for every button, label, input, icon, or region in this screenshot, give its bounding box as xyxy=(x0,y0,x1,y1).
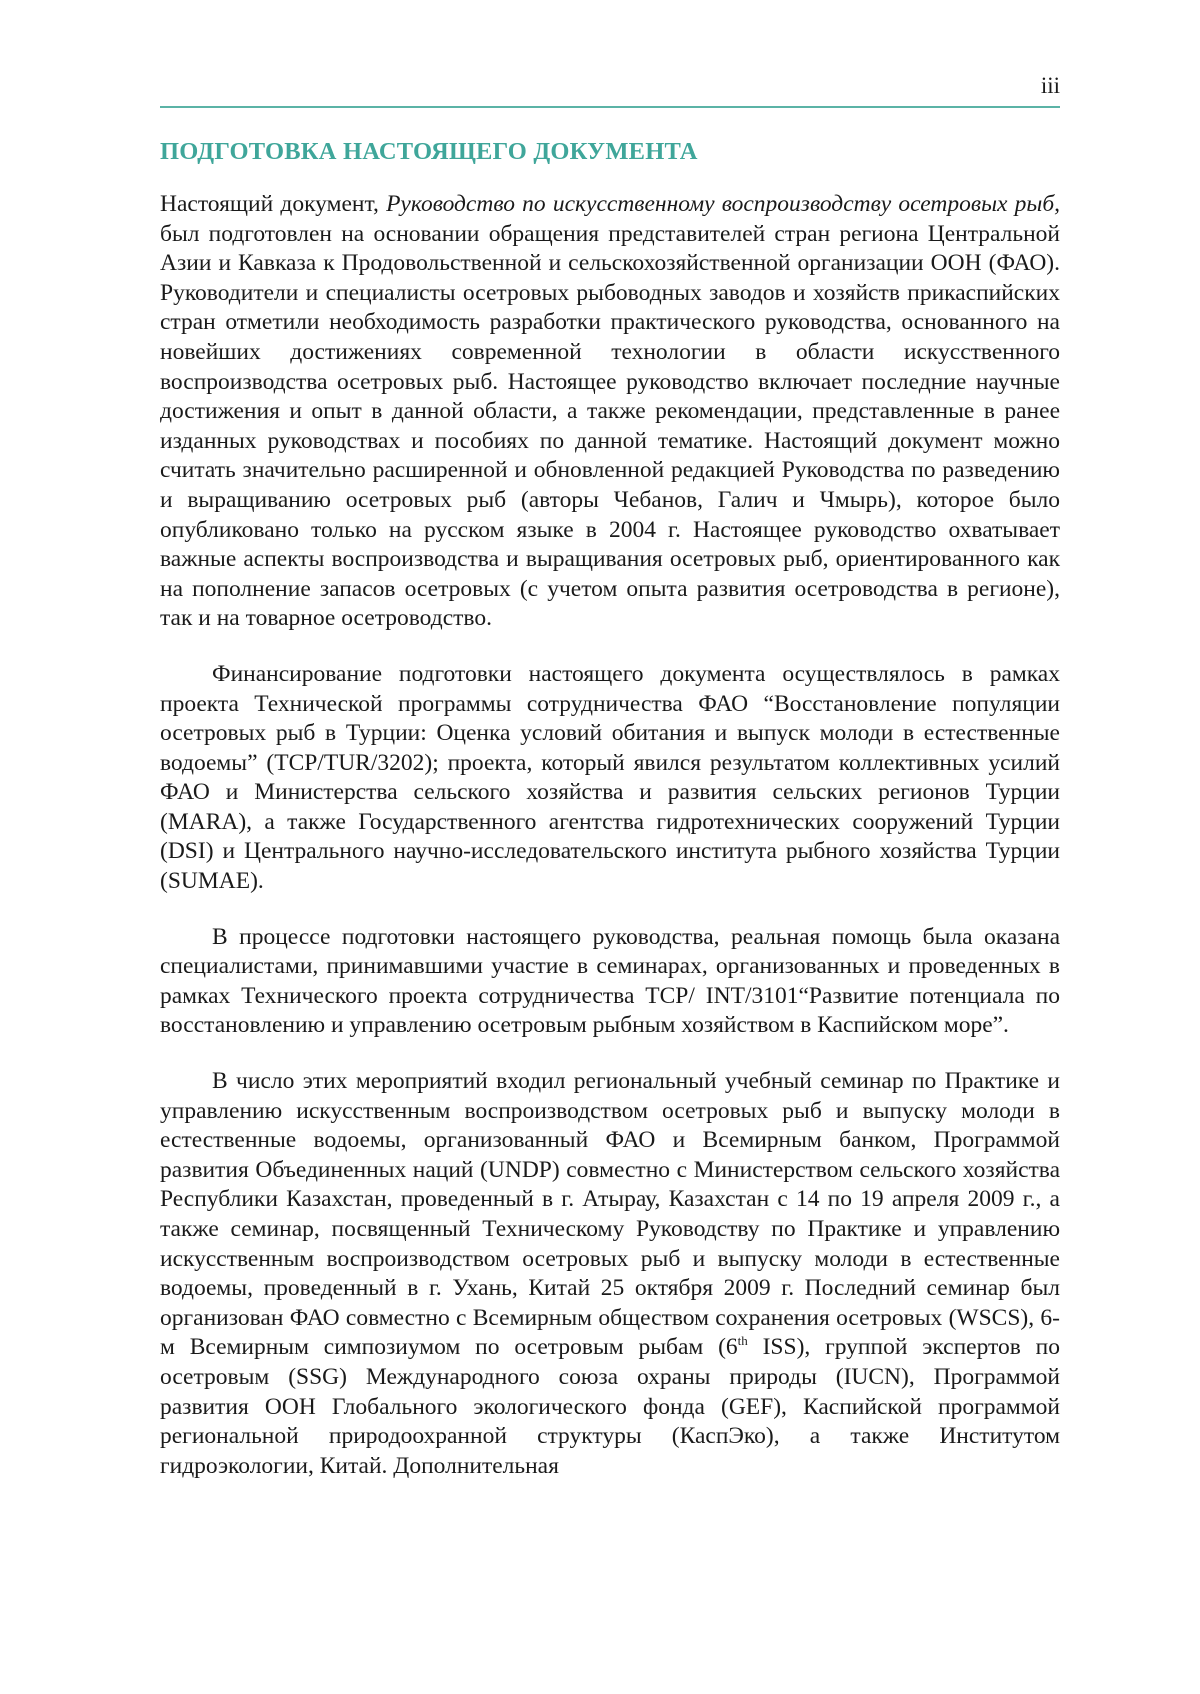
paragraph-3: В процессе подготовки настоящего руководства, реальная помощь была оказана специалистами, принимавшими участие в семинарах, организованных и проведенных в рамках Технического проекта сотрудничества TCP/ INT/3101“Развитие потенциала по восстановлению и управлению осетровым рыбным хозяйством в Каспийском море”. xyxy=(160,923,1060,1039)
superscript-th: th xyxy=(737,1333,748,1349)
page-number: iii xyxy=(1040,73,1060,98)
paragraph-1 xyxy=(160,190,1060,634)
section-heading: ПОДГОТОВКА НАСТОЯЩЕГО ДОКУМЕНТА xyxy=(160,138,698,165)
paragraph-1-lead: Настоящий документ, xyxy=(160,191,387,217)
document-title-italic: Руководство по искусственному воспроизводству осетровых рыб, xyxy=(386,191,1061,217)
paragraph-4-part-a: В число этих мероприятий входил региональный учебный семинар по Практике и управлению искусственным воспроизводством осетровых рыб и выпуску молоди в естественные водоемы, организованный ФАО и Всемирным банком, Программой развития Объединенных наций (UNDP) совместно с Министерством сельского хозяйства Республики Казахстан, проведенный в г. Атырау, Казахстан с 14 по 19 апреля 2009 г., а также семинар, посвященный Техническому Руководству по Практике и управлению искусственным воспроизводством осетровых рыб и выпуску молоди в естественные водоемы, проведенный в г. Ухань, Китай 25 октября 2009 г. Последний семинар был организован ФАО совместно с Всемирным обществом сохранения осетровых (WSCS), 6-м Всемирным симпозиумом по осетровым рыбам (6 xyxy=(160,1068,1060,1361)
paragraph-4 xyxy=(160,1067,1060,1481)
header-rule xyxy=(160,106,1060,108)
paragraph-1-rest: был подготовлен на основании обращения представителей стран региона Центральной Азии и Кавказа к Продовольственной и сельскохозяйственной организации ООН (ФАО). Руководители и специалисты осетровых рыбоводных заводов и хозяйств прикаспийских стран отметили необходимость разработки практического руководства, основанного на новейших достижениях современной технологии в области искусственного воспроизводства осетровых рыб. Настоящее руководство включает последние научные достижения и опыт в данной области, а также рекомендации, представленные в ранее изданных руководствах и пособиях по данной тематике. Настоящий документ можно считать значительно расширенной и обновленной редакцией Руководства по разведению и выращиванию осетровых рыб (авторы Чебанов, Галич и Чмырь), которое было опубликовано только на русском языке в 2004 г. Настоящее руководство охватывает важные аспекты воспроизводства и выращивания осетровых рыб, ориентированного как на пополнение запасов осетровых (с учетом опыта развития осетроводства в регионе), так и на товарное осетроводство. xyxy=(160,220,1060,632)
paragraph-2: Финансирование подготовки настоящего документа осуществлялось в рамках проекта Технической программы сотрудничества ФАО “Восстановление популяции осетровых рыб в Турции: Оценка условий обитания и выпуск молоди в естественные водоемы” (TCP/TUR/3202); проекта, который явился результатом коллективных усилий ФАО и Министерства сельского хозяйства и развития сельских регионов Турции (MARA), а также Государственного агентства гидротехнических сооружений Турции (DSI) и Центрального научно-исследовательского института рыбного хозяйства Турции (SUMAE). xyxy=(160,660,1060,895)
paragraph-4-part-b: ISS), группой экспертов по осетровым (SSG) Международного союза охраны природы (IUCN), Программой развития ООН Глобального экологического фонда (GEF), Каспийской программой региональной природоохранной структуры (КаспЭко), а также Институтом гидроэкологии, Китай. Дополнительная xyxy=(160,1334,1061,1479)
body-text xyxy=(160,190,1060,1481)
